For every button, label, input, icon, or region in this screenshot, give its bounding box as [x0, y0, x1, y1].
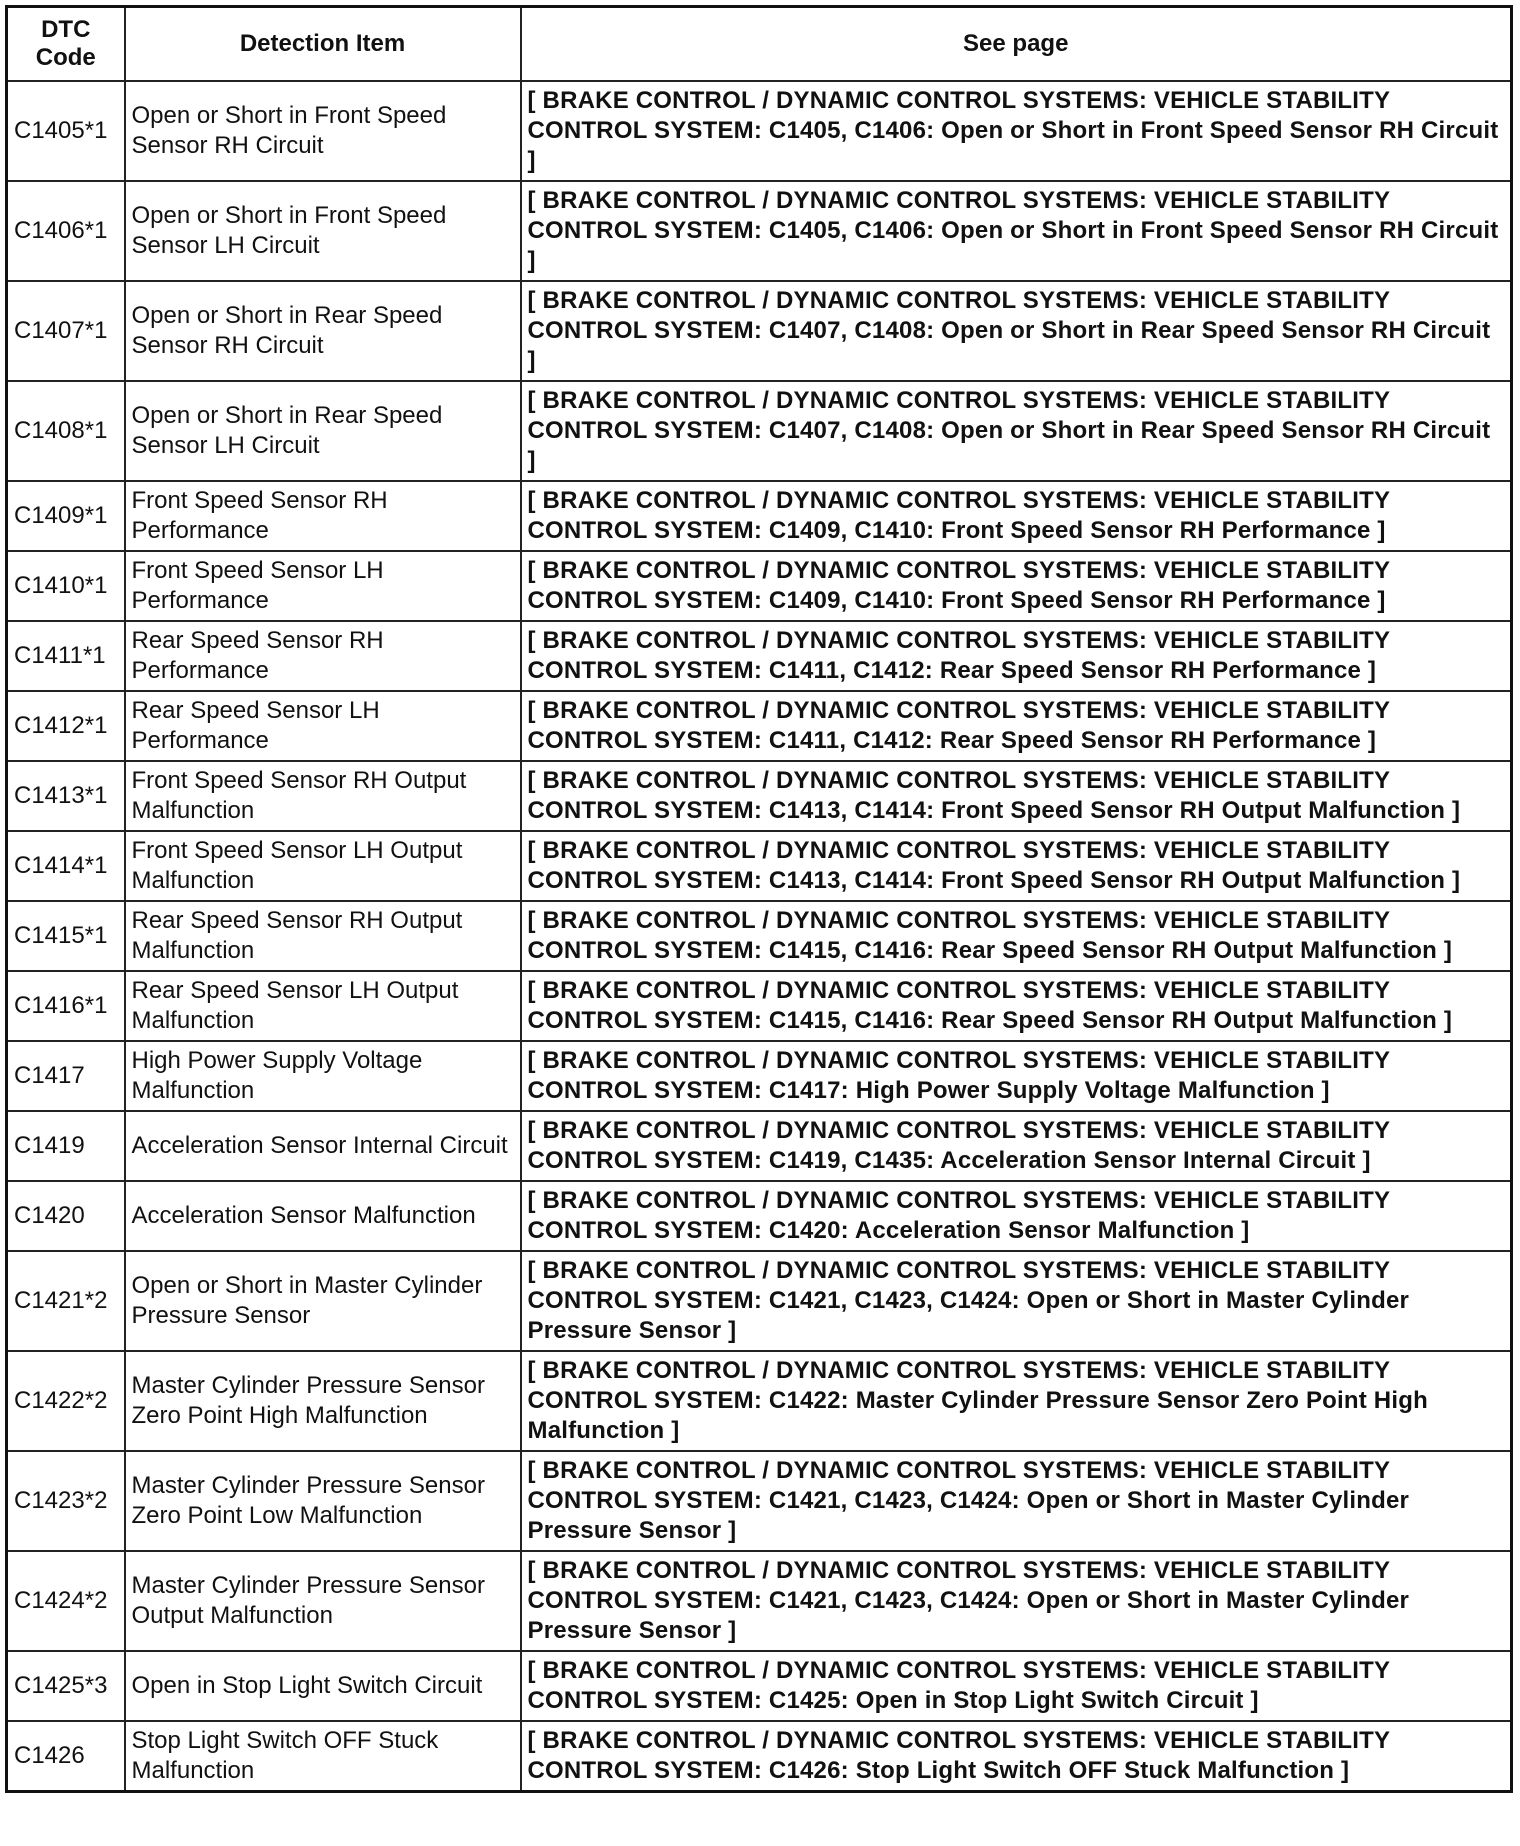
header-dtc-code-line2: Code	[35, 44, 96, 71]
dtc-code-cell: C1426	[7, 1721, 125, 1792]
dtc-code-cell: C1406*1	[7, 181, 125, 281]
table-row	[7, 1181, 1512, 1251]
see-page-link[interactable]: [ BRAKE CONTROL / DYNAMIC CONTROL SYSTEMS: VEHICLE STABILITY CONTROL SYSTEM: C1420: Acceleration Sensor Malfunction ]	[521, 1181, 1512, 1251]
dtc-code-cell: C1409*1	[7, 481, 125, 551]
table-row	[7, 551, 1512, 621]
table-row	[7, 691, 1512, 761]
detection-item-cell: Master Cylinder Pressure Sensor Output Malfunction	[125, 1551, 521, 1651]
see-page-link[interactable]: [ BRAKE CONTROL / DYNAMIC CONTROL SYSTEMS: VEHICLE STABILITY CONTROL SYSTEM: C1422: Master Cylinder Pressure Sensor Zero Point High Malfunction ]	[521, 1351, 1512, 1451]
detection-item-cell: Front Speed Sensor RH Performance	[125, 481, 521, 551]
detection-item-cell: Rear Speed Sensor LH Performance	[125, 691, 521, 761]
see-page-link[interactable]: [ BRAKE CONTROL / DYNAMIC CONTROL SYSTEMS: VEHICLE STABILITY CONTROL SYSTEM: C1411, C1412: Rear Speed Sensor RH Performance ]	[521, 691, 1512, 761]
see-page-link[interactable]: [ BRAKE CONTROL / DYNAMIC CONTROL SYSTEMS: VEHICLE STABILITY CONTROL SYSTEM: C1421, C1423, C1424: Open or Short in Master Cylinder Pressure Sensor ]	[521, 1551, 1512, 1651]
dtc-code-cell: C1424*2	[7, 1551, 125, 1651]
dtc-code-cell: C1408*1	[7, 381, 125, 481]
dtc-code-cell: C1419	[7, 1111, 125, 1181]
detection-item-cell: Acceleration Sensor Malfunction	[125, 1181, 521, 1251]
detection-item-cell: Open or Short in Rear Speed Sensor RH Circuit	[125, 281, 521, 381]
detection-item-cell: Front Speed Sensor LH Output Malfunction	[125, 831, 521, 901]
table-row	[7, 621, 1512, 691]
see-page-link[interactable]: [ BRAKE CONTROL / DYNAMIC CONTROL SYSTEMS: VEHICLE STABILITY CONTROL SYSTEM: C1415, C1416: Rear Speed Sensor RH Output Malfunction ]	[521, 971, 1512, 1041]
see-page-link[interactable]: [ BRAKE CONTROL / DYNAMIC CONTROL SYSTEMS: VEHICLE STABILITY CONTROL SYSTEM: C1413, C1414: Front Speed Sensor RH Output Malfunction ]	[521, 761, 1512, 831]
see-page-link[interactable]: [ BRAKE CONTROL / DYNAMIC CONTROL SYSTEMS: VEHICLE STABILITY CONTROL SYSTEM: C1426: Stop Light Switch OFF Stuck Malfunction ]	[521, 1721, 1512, 1792]
detection-item-cell: Open in Stop Light Switch Circuit	[125, 1651, 521, 1721]
dtc-code-cell: C1422*2	[7, 1351, 125, 1451]
table-row	[7, 901, 1512, 971]
table-row	[7, 1251, 1512, 1351]
dtc-code-cell: C1415*1	[7, 901, 125, 971]
dtc-code-cell: C1407*1	[7, 281, 125, 381]
dtc-code-cell: C1421*2	[7, 1251, 125, 1351]
see-page-link[interactable]: [ BRAKE CONTROL / DYNAMIC CONTROL SYSTEMS: VEHICLE STABILITY CONTROL SYSTEM: C1421, C1423, C1424: Open or Short in Master Cylinder Pressure Sensor ]	[521, 1451, 1512, 1551]
table-row	[7, 1551, 1512, 1651]
table-row	[7, 81, 1512, 181]
dtc-code-cell: C1417	[7, 1041, 125, 1111]
header-dtc-code	[7, 7, 125, 82]
table-row	[7, 761, 1512, 831]
header-dtc-code-line1: DTC	[41, 16, 91, 43]
detection-item-cell: High Power Supply Voltage Malfunction	[125, 1041, 521, 1111]
see-page-link[interactable]: [ BRAKE CONTROL / DYNAMIC CONTROL SYSTEMS: VEHICLE STABILITY CONTROL SYSTEM: C1413, C1414: Front Speed Sensor RH Output Malfunction ]	[521, 831, 1512, 901]
detection-item-cell: Master Cylinder Pressure Sensor Zero Point High Malfunction	[125, 1351, 521, 1451]
see-page-link[interactable]: [ BRAKE CONTROL / DYNAMIC CONTROL SYSTEMS: VEHICLE STABILITY CONTROL SYSTEM: C1415, C1416: Rear Speed Sensor RH Output Malfunction ]	[521, 901, 1512, 971]
table-row	[7, 181, 1512, 281]
dtc-code-cell: C1420	[7, 1181, 125, 1251]
see-page-link[interactable]: [ BRAKE CONTROL / DYNAMIC CONTROL SYSTEMS: VEHICLE STABILITY CONTROL SYSTEM: C1407, C1408: Open or Short in Rear Speed Sensor RH Circuit ]	[521, 281, 1512, 381]
see-page-link[interactable]: [ BRAKE CONTROL / DYNAMIC CONTROL SYSTEMS: VEHICLE STABILITY CONTROL SYSTEM: C1419, C1435: Acceleration Sensor Internal Circuit ]	[521, 1111, 1512, 1181]
detection-item-cell: Stop Light Switch OFF Stuck Malfunction	[125, 1721, 521, 1792]
detection-item-cell: Front Speed Sensor RH Output Malfunction	[125, 761, 521, 831]
dtc-code-cell: C1405*1	[7, 81, 125, 181]
detection-item-cell: Front Speed Sensor LH Performance	[125, 551, 521, 621]
see-page-link[interactable]: [ BRAKE CONTROL / DYNAMIC CONTROL SYSTEMS: VEHICLE STABILITY CONTROL SYSTEM: C1409, C1410: Front Speed Sensor RH Performance ]	[521, 481, 1512, 551]
see-page-link[interactable]: [ BRAKE CONTROL / DYNAMIC CONTROL SYSTEMS: VEHICLE STABILITY CONTROL SYSTEM: C1405, C1406: Open or Short in Front Speed Sensor RH Circuit ]	[521, 181, 1512, 281]
table-row	[7, 1351, 1512, 1451]
header-detection-item: Detection Item	[125, 7, 521, 82]
detection-item-cell: Open or Short in Front Speed Sensor RH Circuit	[125, 81, 521, 181]
dtc-code-cell: C1416*1	[7, 971, 125, 1041]
table-row	[7, 971, 1512, 1041]
header-row	[7, 7, 1512, 82]
table-row	[7, 1451, 1512, 1551]
see-page-link[interactable]: [ BRAKE CONTROL / DYNAMIC CONTROL SYSTEMS: VEHICLE STABILITY CONTROL SYSTEM: C1409, C1410: Front Speed Sensor RH Performance ]	[521, 551, 1512, 621]
dtc-code-cell: C1425*3	[7, 1651, 125, 1721]
see-page-link[interactable]: [ BRAKE CONTROL / DYNAMIC CONTROL SYSTEMS: VEHICLE STABILITY CONTROL SYSTEM: C1417: High Power Supply Voltage Malfunction ]	[521, 1041, 1512, 1111]
see-page-link[interactable]: [ BRAKE CONTROL / DYNAMIC CONTROL SYSTEMS: VEHICLE STABILITY CONTROL SYSTEM: C1405, C1406: Open or Short in Front Speed Sensor RH Circuit ]	[521, 81, 1512, 181]
detection-item-cell: Open or Short in Front Speed Sensor LH Circuit	[125, 181, 521, 281]
dtc-code-cell: C1412*1	[7, 691, 125, 761]
see-page-link[interactable]: [ BRAKE CONTROL / DYNAMIC CONTROL SYSTEMS: VEHICLE STABILITY CONTROL SYSTEM: C1411, C1412: Rear Speed Sensor RH Performance ]	[521, 621, 1512, 691]
detection-item-cell: Open or Short in Rear Speed Sensor LH Circuit	[125, 381, 521, 481]
detection-item-cell: Acceleration Sensor Internal Circuit	[125, 1111, 521, 1181]
table-row	[7, 1041, 1512, 1111]
header-see-page: See page	[521, 7, 1512, 82]
dtc-code-cell: C1414*1	[7, 831, 125, 901]
see-page-link[interactable]: [ BRAKE CONTROL / DYNAMIC CONTROL SYSTEMS: VEHICLE STABILITY CONTROL SYSTEM: C1407, C1408: Open or Short in Rear Speed Sensor RH Circuit ]	[521, 381, 1512, 481]
table-row	[7, 1721, 1512, 1792]
detection-item-cell: Rear Speed Sensor RH Output Malfunction	[125, 901, 521, 971]
table-row	[7, 281, 1512, 381]
table-row	[7, 1651, 1512, 1721]
table-row	[7, 1111, 1512, 1181]
see-page-link[interactable]: [ BRAKE CONTROL / DYNAMIC CONTROL SYSTEMS: VEHICLE STABILITY CONTROL SYSTEM: C1421, C1423, C1424: Open or Short in Master Cylinder Pressure Sensor ]	[521, 1251, 1512, 1351]
table-row	[7, 481, 1512, 551]
see-page-link[interactable]: [ BRAKE CONTROL / DYNAMIC CONTROL SYSTEMS: VEHICLE STABILITY CONTROL SYSTEM: C1425: Open in Stop Light Switch Circuit ]	[521, 1651, 1512, 1721]
dtc-code-cell: C1413*1	[7, 761, 125, 831]
detection-item-cell: Master Cylinder Pressure Sensor Zero Point Low Malfunction	[125, 1451, 521, 1551]
detection-item-cell: Rear Speed Sensor LH Output Malfunction	[125, 971, 521, 1041]
detection-item-cell: Open or Short in Master Cylinder Pressure Sensor	[125, 1251, 521, 1351]
dtc-table	[5, 5, 1513, 1793]
dtc-code-cell: C1423*2	[7, 1451, 125, 1551]
detection-item-cell: Rear Speed Sensor RH Performance	[125, 621, 521, 691]
dtc-code-cell: C1411*1	[7, 621, 125, 691]
table-row	[7, 831, 1512, 901]
table-row	[7, 381, 1512, 481]
dtc-code-cell: C1410*1	[7, 551, 125, 621]
